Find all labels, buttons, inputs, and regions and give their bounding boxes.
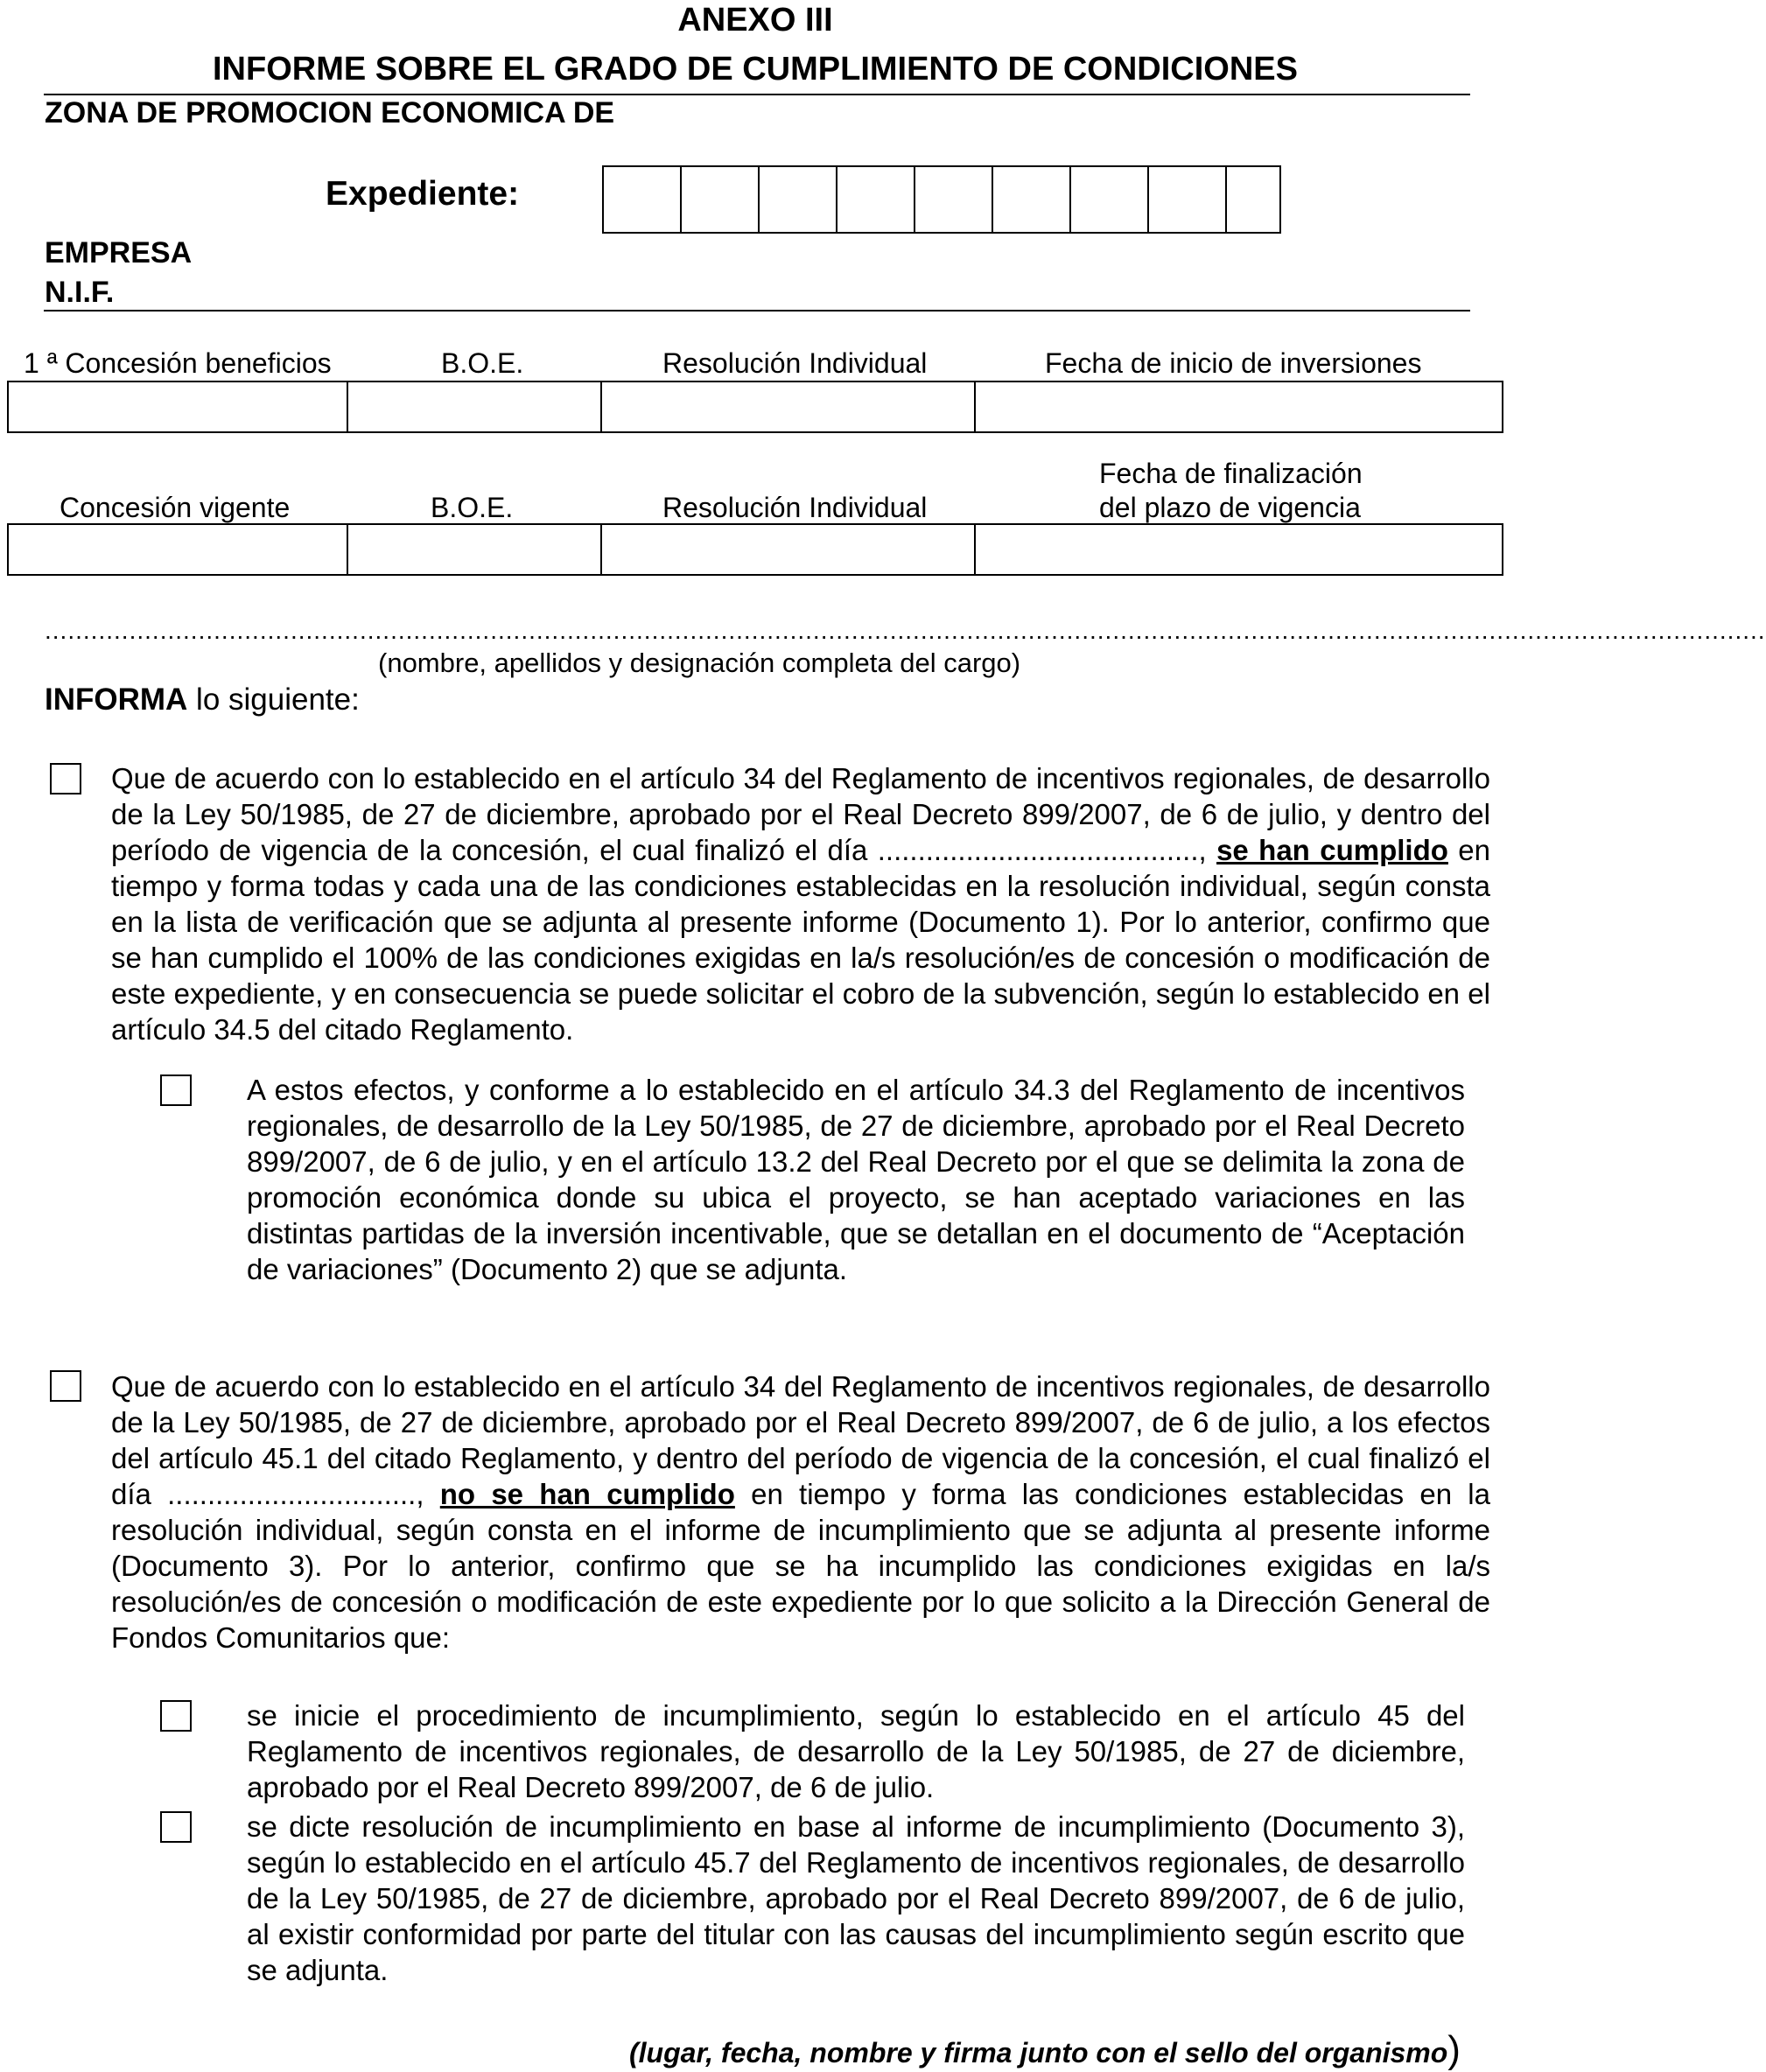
nif-label: N.I.F. xyxy=(45,276,115,309)
t2-header-boe: B.O.E. xyxy=(431,492,514,523)
informa-line xyxy=(45,682,360,718)
informa-rest: lo siguiente: xyxy=(187,682,360,717)
expediente-label: Expediente: xyxy=(326,175,520,213)
option2b-text: se dicte resolución de incumplimiento en base al informe de incumplimiento (Documento 3), según lo establecido en el artículo 45.7 del Reglamento de incentivos regionales, de desarrollo de la Ley 50/1985, de 27 de diciembre, aprobado por el Real Decreto 899/2007, de 6 de julio, al existir conformidad por parte del titular con las causas del incumplimiento según escrito que se adjunta. xyxy=(247,1810,1465,1986)
expediente-digit[interactable] xyxy=(1071,167,1149,232)
option2-text-post: en tiempo y forma las condiciones establecidas en la resolución individual, según consta en el informe de incumplimiento que se adjunta al presente informe (Documento 3). Por lo anterior, confirmo que se ha incumplido las condiciones exigidas en la/s resolución/es de concesión o modificación de este expediente por lo que solicito a la Dirección General de Fondos Comunitarios que: xyxy=(111,1478,1490,1654)
expediente-digit[interactable] xyxy=(837,167,915,232)
signatory-caption: (nombre, apellidos y designación completa del cargo) xyxy=(378,648,1021,678)
t2-header-fecha-fin-1: Fecha de finalización xyxy=(1099,458,1363,489)
option2-emphasis: no se han cumplido xyxy=(439,1478,735,1510)
t1-cell-resolucion[interactable] xyxy=(602,382,976,431)
expediente-digit[interactable] xyxy=(1149,167,1227,232)
report-title: INFORME SOBRE EL GRADO DE CUMPLIMIENTO DE CONDICIONES xyxy=(212,51,1298,88)
t1-header-boe: B.O.E. xyxy=(441,347,524,379)
table2-row[interactable] xyxy=(7,523,1503,576)
t2-header-fecha-fin-2: del plazo de vigencia xyxy=(1099,492,1361,523)
expediente-digit[interactable] xyxy=(915,167,993,232)
zone-label: ZONA DE PROMOCION ECONOMICA DE xyxy=(45,96,615,130)
option2-text xyxy=(111,1368,1490,1656)
signatory-dots[interactable]: ................................................................................................................................................................................................................................ xyxy=(45,617,1766,644)
header-rule xyxy=(44,310,1470,312)
t2-header-resolucion: Resolución Individual xyxy=(662,492,928,523)
expediente-digit[interactable] xyxy=(760,167,837,232)
signature-paren: ) xyxy=(1447,2028,1461,2071)
annex-title: ANEXO III xyxy=(677,2,833,38)
t1-cell-boe[interactable] xyxy=(348,382,602,431)
signature-text: (lugar, fecha, nombre y firma junto con el sello del organismo xyxy=(629,2037,1448,2068)
signature-caption xyxy=(629,2028,1461,2072)
t1-header-concesion: 1 ª Concesión beneficios xyxy=(24,347,332,379)
expediente-digit[interactable] xyxy=(604,167,682,232)
option2a-text: se inicie el procedimiento de incumplimiento, según lo establecido en el artículo 45 del Reglamento de incentivos regionales, de desarrollo de la Ley 50/1985, de 27 de diciembre, aprobado por el Real Decreto 899/2007, de 6 de julio. xyxy=(247,1699,1465,1803)
t1-header-fecha-inicio: Fecha de inicio de inversiones xyxy=(1045,347,1422,379)
option2b-checkbox[interactable] xyxy=(160,1811,192,1843)
t2-header-concesion: Concesión vigente xyxy=(60,492,291,523)
option1a-checkbox[interactable] xyxy=(160,1074,192,1106)
option1-text-post: en tiempo y forma todas y cada una de las condiciones establecidas en la resolución individual, según consta en la lista de verificación que se adjunta al presente informe (Documento 1). Por lo anterior, confirmo que se han cumplido el 100% de las condiciones exigidas en la/s resolución/es de concesión o modificación de este expediente, y en consecuencia se puede solicitar el cobro de la subvención, según lo establecido en el artículo 34.5 del citado Reglamento. xyxy=(111,834,1491,1046)
option2a-checkbox[interactable] xyxy=(160,1700,192,1732)
option1a-text: A estos efectos, y conforme a lo establecido en el artículo 34.3 del Reglamento de incentivos regionales, de desarrollo de la Ley 50/1985, de 27 de diciembre, aprobado por el Real Decreto 899/2007, de 6 de julio, y en el artículo 13.2 del Real Decreto por el que se delimita la zona de promoción económica donde su ubica el proyecto, se han aceptado variaciones en las distintas partidas de la inversión incentivable, que se detallan en el documento de “Aceptación de variaciones” (Documento 2) que se adjunta. xyxy=(247,1074,1465,1285)
option1-text-pre: Que de acuerdo con lo establecido en el artículo 34 del Reglamento de incentivos regionales, de desarrollo de la Ley 50/1985, de 27 de diciembre, aprobado por el Real Decreto 899/2007, de 6 de julio, y dentro del período de vigencia de la concesión, el cual finalizó el día ........................................, xyxy=(111,762,1490,866)
title-rule xyxy=(44,94,1470,95)
expediente-digit[interactable] xyxy=(993,167,1071,232)
expediente-boxes[interactable] xyxy=(602,165,1281,234)
t1-cell-concesion[interactable] xyxy=(9,382,348,431)
informa-bold: INFORMA xyxy=(45,682,188,717)
option2-checkbox[interactable] xyxy=(50,1370,81,1402)
table1-row[interactable] xyxy=(7,381,1503,433)
t1-header-resolucion: Resolución Individual xyxy=(662,347,928,379)
option2-text-pre: Que de acuerdo con lo establecido en el artículo 34 del Reglamento de incentivos regionales, de desarrollo de la Ley 50/1985, de 27 de diciembre, aprobado por el Real Decreto 899/2007, de 6 de julio, a los efectos del artículo 45.1 del citado Reglamento, y dentro del período de vigencia de la concesión, el cual finalizó el día ..............................., xyxy=(111,1370,1490,1510)
empresa-label: EMPRESA xyxy=(45,236,193,270)
t2-cell-resolucion[interactable] xyxy=(602,525,976,574)
t2-cell-concesion[interactable] xyxy=(9,525,348,574)
t2-cell-boe[interactable] xyxy=(348,525,602,574)
option1-text xyxy=(111,760,1490,1047)
option1-checkbox[interactable] xyxy=(50,763,81,794)
option1-emphasis: se han cumplido xyxy=(1216,834,1448,866)
expediente-digit[interactable] xyxy=(682,167,760,232)
